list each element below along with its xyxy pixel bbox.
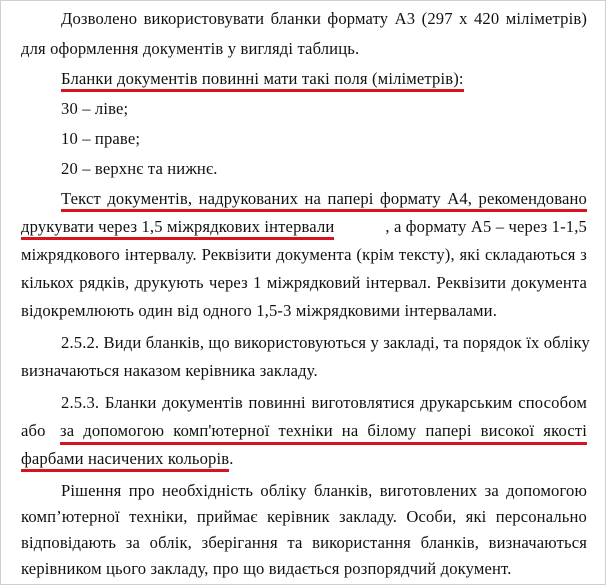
paragraph-format-a3-line-2: для оформлення документів у вигляді таблиць. <box>21 39 360 58</box>
paragraph-decision-line-4: керівником цього закладу, про що видається розпорядчий документ. <box>21 559 512 578</box>
paragraph-decision-line-2: комп’ютерної техніки, приймає керівник закладу. Особи, які персонально <box>21 507 587 526</box>
paragraph-line-spacing-line-5: відокремлюють один від одного 1,5-3 міжрядковими інтервалами. <box>21 301 497 320</box>
margin-top-bottom-value: 20 – верхнє та нижнє. <box>61 159 218 178</box>
red-underline-saturated-colors: фарбами насичених кольорів <box>21 449 229 472</box>
paragraph-decision-line-1: Рішення про необхідність обліку бланків, виготовлених за допомогою <box>61 481 587 500</box>
margin-left-value: 30 – ліве; <box>61 99 129 118</box>
paragraph-2-5-2-line-1: 2.5.2. Види бланків, що використовуються у закладі, та порядок їх обліку <box>61 333 590 352</box>
red-underline-line-spacing-1: Текст документів, надрукованих на папері формату А4, рекомендовано <box>61 189 587 212</box>
red-underline-line-spacing-2: друкувати через 1,5 міжрядкових інтервали <box>21 217 334 240</box>
margin-right-value: 10 – праве; <box>61 129 141 148</box>
paragraph-margins-heading <box>61 69 464 89</box>
paragraph-line-spacing-line-2-rest: , а формату А5 – через 1-1,5 <box>385 217 587 236</box>
paragraph-2-5-2-line-2: визначаються наказом керівника закладу. <box>21 361 318 380</box>
paragraph-2-5-3-line-3-end: . <box>229 449 234 468</box>
paragraph-2-5-3-line-2 <box>21 421 587 441</box>
red-underline-computer-technique: за допомогою комп'ютерної техніки на білому папері високої якості <box>60 421 587 445</box>
paragraph-2-5-3-line-2-start: або <box>21 421 46 440</box>
paragraph-2-5-3-line-1: 2.5.3. Бланки документів повинні виготовлятися друкарським способом <box>61 393 587 412</box>
paragraph-line-spacing-line-2 <box>21 217 587 237</box>
paragraph-2-5-3-line-3 <box>21 449 234 469</box>
paragraph-line-spacing-line-1 <box>61 189 587 209</box>
red-underline-margins: Бланки документів повинні мати такі поля (міліметрів): <box>61 69 464 92</box>
paragraph-decision-line-3: відповідають за облік, зберігання та використання бланків, визначаються <box>21 533 587 552</box>
paragraph-format-a3-line-1: Дозволено використовувати бланки формату А3 (297 х 420 міліметрів) <box>61 9 587 28</box>
paragraph-line-spacing-line-4: кількох рядків, друкують через 1 міжрядковий інтервал. Реквізити документа <box>21 273 587 292</box>
paragraph-line-spacing-line-3: міжрядкового інтервалу. Реквізити документа (крім тексту), які складаються з <box>21 245 587 264</box>
